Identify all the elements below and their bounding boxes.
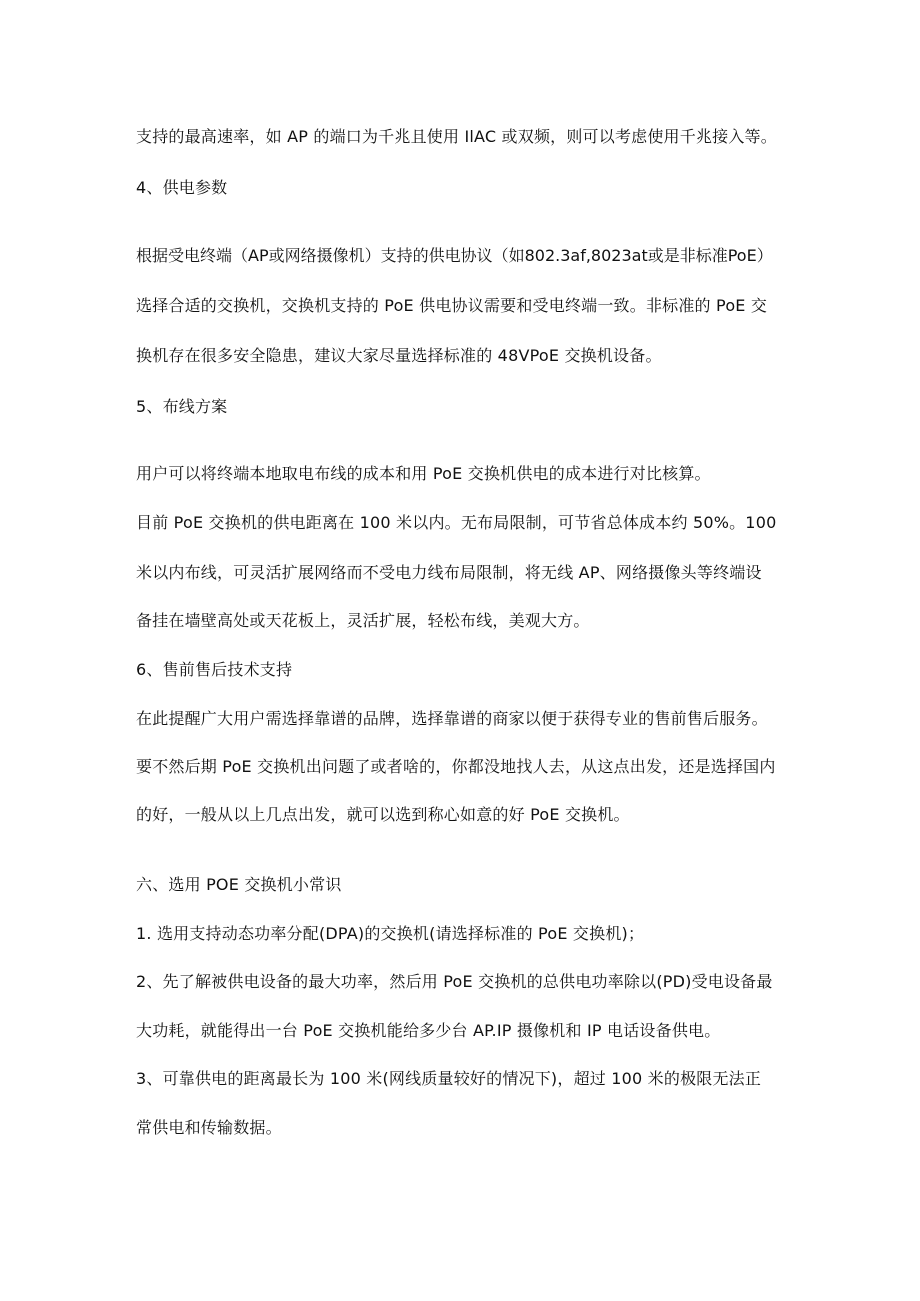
section-heading-poe-tips: 六、选用 POE 交换机小常识	[136, 875, 342, 894]
paragraph-line: 支持的最高速率，如 AP 的端口为千兆且使用 IlAC 或双频，则可以考虑使用千兆接入等。	[136, 127, 777, 146]
list-item: 1. 选用支持动态功率分配(DPA)的交换机(请选择标准的 PoE 交换机)；	[136, 924, 645, 943]
list-item-continuation: 常供电和传输数据。	[136, 1118, 282, 1137]
list-item: 3、可靠供电的距离最长为 100 米(网线质量较好的情况下)，超过 100 米的极限无法正	[136, 1069, 762, 1088]
paragraph-line: 的好，一般从以上几点出发，就可以选到称心如意的好 PoE 交换机。	[136, 805, 630, 824]
paragraph-line: 备挂在墙壁高处或天花板上，灵活扩展，轻松布线，美观大方。	[136, 611, 590, 630]
paragraph-line: 要不然后期 PoE 交换机出问题了或者啥的，你都没地找人去，从这点出发，还是选择国内	[136, 757, 776, 776]
paragraph-line: 用户可以将终端本地取电布线的成本和用 PoE 交换机供电的成本进行对比核算。	[136, 464, 711, 483]
paragraph-line: 目前 PoE 交换机的供电距离在 100 米以内。无布局限制，可节省总体成本约 50%。100	[136, 513, 777, 532]
paragraph-line: 在此提醒广大用户需选择靠谱的品牌，选择靠谱的商家以便于获得专业的售前售后服务。	[136, 709, 768, 728]
section-heading-cabling-plan: 5、布线方案	[136, 397, 228, 416]
paragraph-line: 选择合适的交换机，交换机支持的 PoE 供电协议需要和受电终端一致。非标准的 PoE 交	[136, 296, 768, 315]
paragraph-line: 米以内布线，可灵活扩展网络而不受电力线布局限制，将无线 AP、网络摄像头等终端设	[136, 563, 762, 582]
section-heading-presales-support: 6、售前售后技术支持	[136, 660, 293, 679]
list-item-continuation: 大功耗，就能得出一台 PoE 交换机能给多少台 AP.IP 摄像机和 IP 电话设备供电。	[136, 1021, 721, 1040]
paragraph-line: 换机存在很多安全隐患，建议大家尽量选择标准的 48VPoE 交换机设备。	[136, 346, 662, 365]
paragraph-line: 根据受电终端（AP或网络摄像机）支持的供电协议（如802.3af,8023at或是非标准PoE）	[136, 246, 773, 265]
section-heading-power-parameters: 4、供电参数	[136, 178, 228, 197]
list-item: 2、先了解被供电设备的最大功率，然后用 PoE 交换机的总供电功率除以(PD)受电设备最	[136, 972, 773, 991]
